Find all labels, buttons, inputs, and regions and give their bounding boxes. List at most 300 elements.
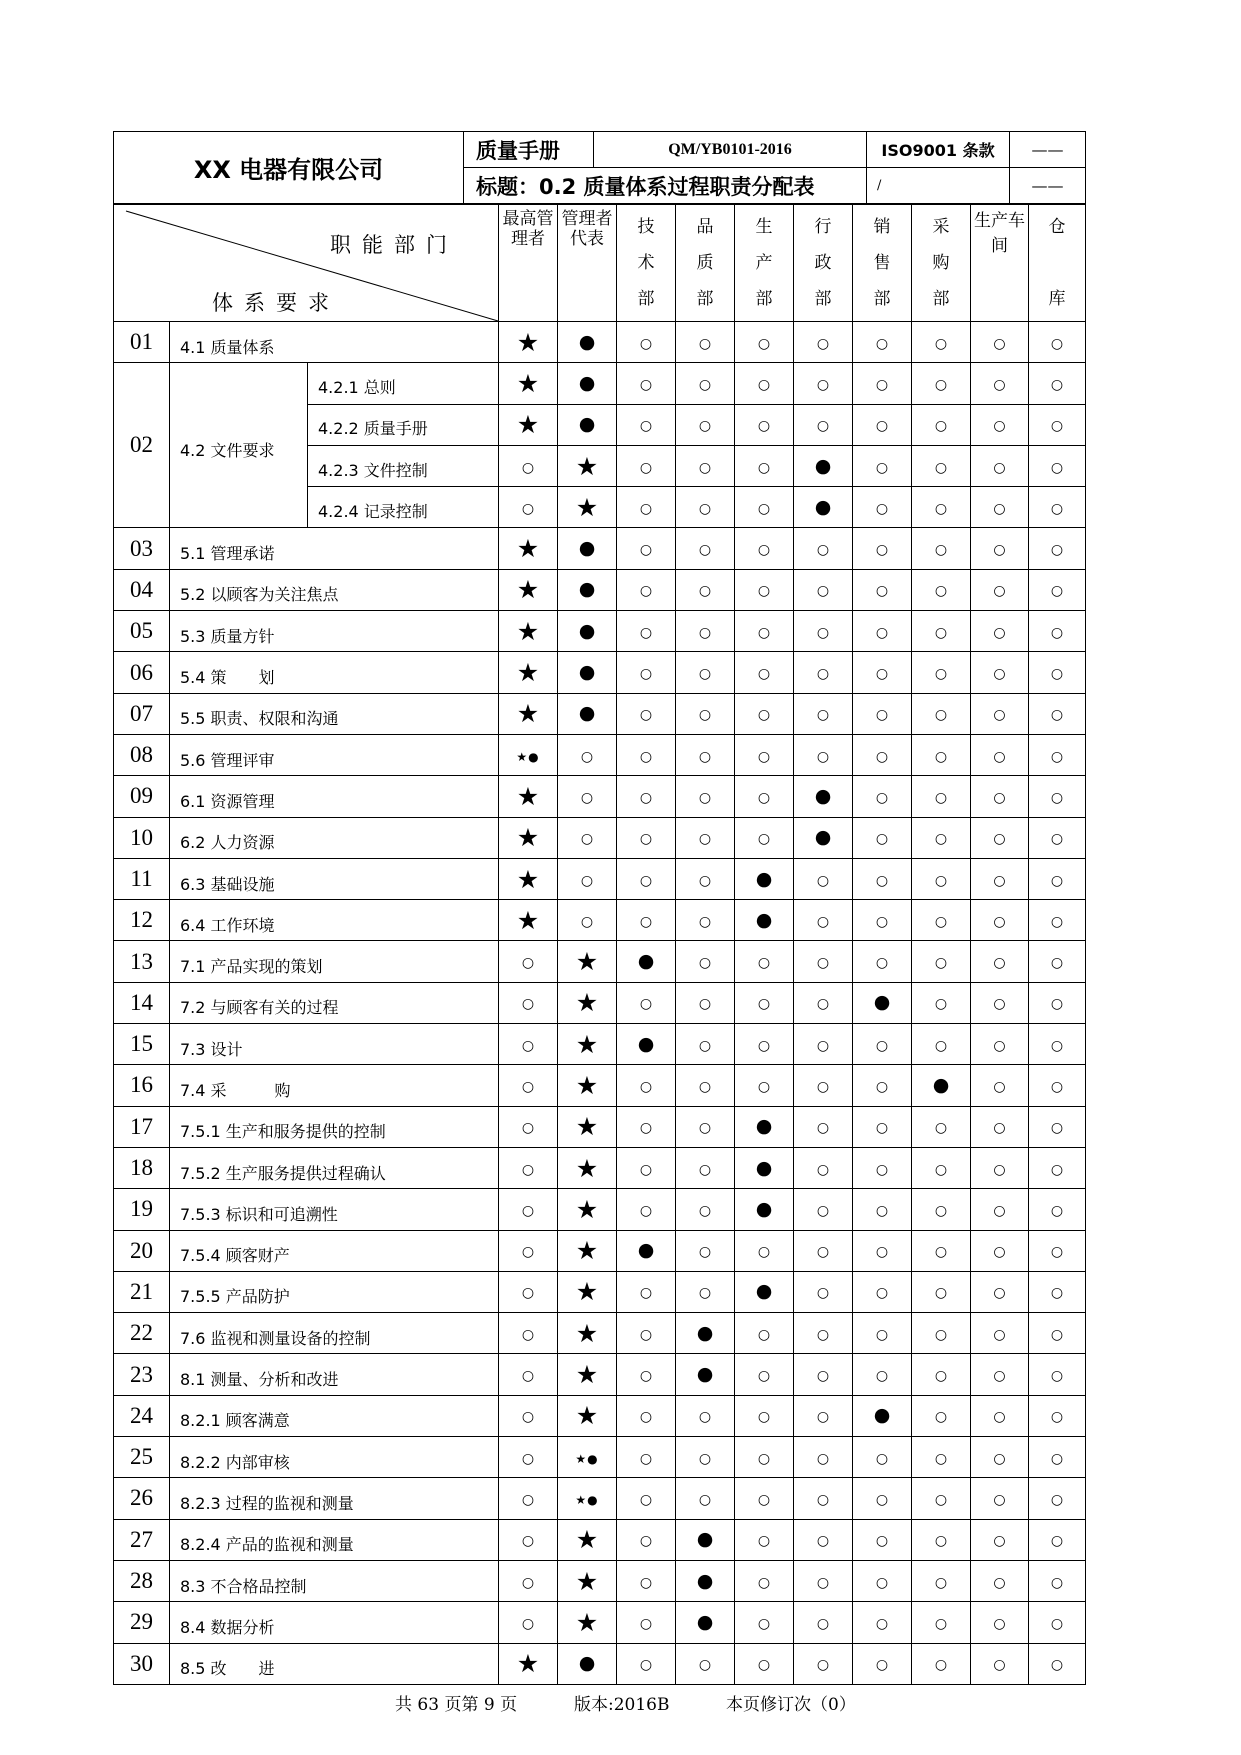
responsibility-cell (912, 858, 971, 899)
responsibility-cell (735, 1024, 794, 1065)
star-icon: ★ (575, 988, 599, 1018)
row-number: 13 (114, 941, 170, 982)
star-icon: ★ (575, 947, 599, 977)
department-char: 理 (511, 229, 529, 249)
responsibility-cell (499, 363, 558, 404)
circle-icon: ○ (757, 1368, 771, 1385)
responsibility-cell (617, 1643, 676, 1684)
requirement-label: 4.1 质量体系 (170, 322, 499, 363)
responsibility-cell (1029, 487, 1086, 528)
row-number: 19 (114, 1189, 170, 1230)
requirement-label: 8.2.3 过程的监视和测量 (170, 1478, 499, 1519)
iso-clause-value: —— (1010, 132, 1086, 168)
responsibility-cell (853, 1189, 912, 1230)
department-char: 仓 (1048, 217, 1066, 237)
circle-icon: ○ (639, 624, 653, 641)
responsibility-cell (971, 1643, 1029, 1684)
star-icon: ★ (516, 368, 540, 398)
responsibility-cell (912, 1313, 971, 1354)
circle-icon: ○ (1050, 1491, 1064, 1508)
responsibility-cell (971, 611, 1029, 652)
responsibility-cell (676, 1313, 735, 1354)
circle-icon: ○ (934, 1368, 948, 1385)
table-row (114, 693, 1086, 734)
responsibility-cell (971, 1354, 1029, 1395)
circle-icon: ○ (934, 376, 948, 393)
responsibility-cell (971, 487, 1029, 528)
circle-icon: ○ (1050, 1326, 1064, 1343)
responsibility-cell (912, 1519, 971, 1560)
circle-icon: ○ (698, 1244, 712, 1261)
circle-icon: ○ (875, 624, 889, 641)
department-header (558, 205, 617, 322)
row-number: 11 (114, 858, 170, 899)
table-row (114, 1147, 1086, 1188)
circle-icon: ○ (698, 996, 712, 1013)
requirement-label: 6.2 人力资源 (170, 817, 499, 858)
responsibility-cell (499, 487, 558, 528)
responsibility-cell (971, 693, 1029, 734)
responsibility-cell (499, 1189, 558, 1230)
filled-dot-icon: ● (637, 1239, 655, 1262)
responsibility-cell (794, 1478, 853, 1519)
table-row (114, 1024, 1086, 1065)
responsibility-cell (499, 1519, 558, 1560)
responsibility-cell (499, 445, 558, 486)
responsibility-cell (853, 363, 912, 404)
doc-title: 标题：0.2 质量体系过程职责分配表 (464, 168, 867, 204)
filled-dot-icon: ● (696, 1321, 714, 1344)
circle-icon: ○ (934, 1037, 948, 1054)
requirement-label: 8.2.4 产品的监视和测量 (170, 1519, 499, 1560)
responsibility-cell (853, 1106, 912, 1147)
star-dot-icon: ★● (575, 1451, 599, 1466)
circle-icon: ○ (698, 789, 712, 806)
table-row (114, 1519, 1086, 1560)
circle-icon: ○ (1050, 1202, 1064, 1219)
responsibility-cell (735, 1519, 794, 1560)
table-row (114, 363, 1086, 404)
circle-icon: ○ (934, 418, 948, 435)
responsibility-cell (676, 445, 735, 486)
department-char: 者 (595, 209, 613, 229)
circle-icon: ○ (816, 1450, 830, 1467)
circle-icon: ○ (993, 1037, 1006, 1054)
responsibility-cell (676, 1147, 735, 1188)
corner-diagonal-cell (114, 205, 499, 322)
department-char: 部 (755, 289, 773, 309)
circle-icon: ○ (757, 666, 771, 683)
responsibility-cell (735, 1602, 794, 1643)
star-icon: ★ (575, 1153, 599, 1183)
circle-icon: ○ (816, 1120, 830, 1137)
responsibility-cell (794, 1271, 853, 1312)
responsibility-cell (853, 528, 912, 569)
responsibility-cell (1029, 1354, 1086, 1395)
responsibility-cell (971, 569, 1029, 610)
table-row (114, 1189, 1086, 1230)
responsibility-cell (794, 1395, 853, 1436)
circle-icon: ○ (698, 1202, 712, 1219)
circle-icon: ○ (757, 624, 771, 641)
responsibility-cell (794, 1313, 853, 1354)
filled-dot-icon: ● (578, 578, 596, 601)
quality-manual-page (113, 131, 1085, 1685)
responsibility-cell (853, 611, 912, 652)
circle-icon: ○ (993, 1574, 1006, 1591)
responsibility-cell (735, 982, 794, 1023)
table-row (114, 1560, 1086, 1601)
responsibility-cell (676, 528, 735, 569)
circle-icon: ○ (934, 1202, 948, 1219)
table-row (114, 1602, 1086, 1643)
responsibility-cell (853, 1437, 912, 1478)
responsibility-cell (676, 1395, 735, 1436)
responsibility-cell (617, 1024, 676, 1065)
circle-icon: ○ (757, 500, 771, 517)
responsibility-cell (971, 817, 1029, 858)
responsibility-cell (617, 1271, 676, 1312)
responsibility-cell (912, 1106, 971, 1147)
responsibility-cell (558, 1643, 617, 1684)
responsibility-cell (558, 1147, 617, 1188)
responsibility-cell (853, 1395, 912, 1436)
circle-icon: ○ (698, 1409, 712, 1426)
responsibility-cell (676, 363, 735, 404)
responsibility-cell (558, 1065, 617, 1106)
circle-icon: ○ (757, 583, 771, 600)
department-char: 部 (814, 289, 832, 309)
requirement-axis-label: 体系要求 (212, 291, 340, 315)
circle-icon: ○ (521, 1450, 535, 1467)
responsibility-cell (853, 693, 912, 734)
responsibility-cell (1029, 322, 1086, 363)
department-header (912, 205, 971, 322)
row-number: 04 (114, 569, 170, 610)
department-char: 售 (873, 253, 891, 273)
circle-icon: ○ (993, 1533, 1006, 1550)
circle-icon: ○ (639, 459, 653, 476)
circle-icon: ○ (816, 1615, 830, 1632)
circle-icon: ○ (993, 1244, 1006, 1261)
responsibility-cell (794, 734, 853, 775)
responsibility-cell (676, 1065, 735, 1106)
filled-dot-icon: ● (696, 1528, 714, 1551)
circle-icon: ○ (934, 1409, 948, 1426)
department-header (735, 205, 794, 322)
responsibility-cell (794, 1602, 853, 1643)
responsibility-cell (853, 982, 912, 1023)
table-row (114, 1478, 1086, 1519)
department-char: 生 (974, 211, 992, 231)
responsibility-cell (1029, 569, 1086, 610)
responsibility-cell (794, 1437, 853, 1478)
star-icon: ★ (575, 1112, 599, 1142)
circle-icon: ○ (1050, 748, 1064, 765)
circle-icon: ○ (580, 748, 594, 765)
circle-icon: ○ (816, 1368, 830, 1385)
responsibility-cell (676, 569, 735, 610)
responsibility-cell (1029, 652, 1086, 693)
responsibility-cell (971, 1602, 1029, 1643)
responsibility-cell (1029, 900, 1086, 941)
filled-dot-icon: ● (814, 784, 832, 807)
responsibility-cell (617, 1519, 676, 1560)
circle-icon: ○ (875, 500, 889, 517)
circle-icon: ○ (757, 1409, 771, 1426)
circle-icon: ○ (521, 955, 535, 972)
department-char: 最 (502, 209, 520, 229)
circle-icon: ○ (639, 913, 653, 930)
responsibility-cell (912, 569, 971, 610)
row-number: 08 (114, 734, 170, 775)
circle-icon: ○ (698, 500, 712, 517)
responsibility-cell (912, 941, 971, 982)
circle-icon: ○ (875, 376, 889, 393)
responsibility-cell (499, 817, 558, 858)
circle-icon: ○ (580, 913, 594, 930)
circle-icon: ○ (934, 1491, 948, 1508)
responsibility-cell (1029, 1395, 1086, 1436)
department-char: 管 (536, 209, 554, 229)
responsibility-cell (853, 817, 912, 858)
responsibility-cell (617, 1437, 676, 1478)
responsibility-cell (971, 322, 1029, 363)
row-number: 02 (114, 363, 170, 528)
header-table (113, 131, 1086, 204)
responsibility-cell (499, 1230, 558, 1271)
responsibility-cell (617, 322, 676, 363)
circle-icon: ○ (816, 624, 830, 641)
requirement-label: 7.4 采 购 (170, 1065, 499, 1106)
responsibility-cell (676, 1437, 735, 1478)
responsibility-cell (1029, 982, 1086, 1023)
circle-icon: ○ (639, 831, 653, 848)
table-row (114, 858, 1086, 899)
responsibility-cell (735, 363, 794, 404)
circle-icon: ○ (993, 624, 1006, 641)
requirement-label: 7.3 设计 (170, 1024, 499, 1065)
responsibility-cell (617, 1230, 676, 1271)
circle-icon: ○ (639, 1533, 653, 1550)
responsibility-cell (499, 1065, 558, 1106)
responsibility-cell (794, 858, 853, 899)
star-icon: ★ (575, 1029, 599, 1059)
table-row (114, 322, 1086, 363)
circle-icon: ○ (934, 1657, 948, 1674)
circle-icon: ○ (698, 1078, 712, 1095)
department-header (499, 205, 558, 322)
responsibility-cell (499, 569, 558, 610)
responsibility-cell (558, 404, 617, 445)
responsibility-cell (617, 941, 676, 982)
row-number: 26 (114, 1478, 170, 1519)
circle-icon: ○ (993, 1409, 1006, 1426)
circle-icon: ○ (993, 996, 1006, 1013)
filled-dot-icon: ● (637, 1032, 655, 1055)
responsibility-cell (558, 1478, 617, 1519)
circle-icon: ○ (757, 376, 771, 393)
circle-icon: ○ (521, 1037, 535, 1054)
circle-icon: ○ (875, 872, 889, 889)
department-header (853, 205, 912, 322)
circle-icon: ○ (521, 1244, 535, 1261)
requirement-label: 6.4 工作环境 (170, 900, 499, 941)
responsibility-cell (971, 652, 1029, 693)
responsibility-cell (499, 1395, 558, 1436)
circle-icon: ○ (875, 1657, 889, 1674)
responsibility-cell (912, 611, 971, 652)
responsibility-cell (735, 1643, 794, 1684)
circle-icon: ○ (698, 872, 712, 889)
responsibility-cell (676, 1271, 735, 1312)
circle-icon: ○ (580, 831, 594, 848)
responsibility-cell (912, 1147, 971, 1188)
responsibility-cell (1029, 1065, 1086, 1106)
circle-icon: ○ (993, 872, 1006, 889)
circle-icon: ○ (639, 748, 653, 765)
requirement-label: 6.1 资源管理 (170, 776, 499, 817)
table-row (114, 1065, 1086, 1106)
circle-icon: ○ (1050, 1409, 1064, 1426)
circle-icon: ○ (875, 418, 889, 435)
responsibility-cell (617, 528, 676, 569)
filled-dot-icon: ● (696, 1610, 714, 1633)
circle-icon: ○ (521, 1409, 535, 1426)
circle-icon: ○ (1050, 789, 1064, 806)
circle-icon: ○ (993, 1450, 1006, 1467)
circle-icon: ○ (757, 1533, 771, 1550)
responsibility-cell (912, 363, 971, 404)
circle-icon: ○ (521, 459, 535, 476)
circle-icon: ○ (757, 955, 771, 972)
circle-icon: ○ (698, 707, 712, 724)
responsibility-cell (912, 734, 971, 775)
circle-icon: ○ (698, 583, 712, 600)
circle-icon: ○ (580, 872, 594, 889)
filled-dot-icon: ● (696, 1569, 714, 1592)
responsibility-cell (853, 1602, 912, 1643)
circle-icon: ○ (639, 707, 653, 724)
circle-icon: ○ (993, 1615, 1006, 1632)
responsibility-cell (912, 1478, 971, 1519)
circle-icon: ○ (757, 1657, 771, 1674)
responsibility-cell (676, 487, 735, 528)
responsibility-cell (617, 817, 676, 858)
responsibility-cell (617, 1602, 676, 1643)
circle-icon: ○ (639, 583, 653, 600)
row-number: 01 (114, 322, 170, 363)
filled-dot-icon: ● (578, 330, 596, 353)
circle-icon: ○ (934, 707, 948, 724)
department-char: 部 (932, 289, 950, 309)
circle-icon: ○ (521, 1326, 535, 1343)
responsibility-cell (971, 1065, 1029, 1106)
filled-dot-icon: ● (578, 702, 596, 725)
responsibility-cell (499, 1024, 558, 1065)
circle-icon: ○ (757, 1037, 771, 1054)
circle-icon: ○ (521, 1202, 535, 1219)
circle-icon: ○ (698, 418, 712, 435)
responsibility-cell (912, 487, 971, 528)
circle-icon: ○ (875, 459, 889, 476)
circle-icon: ○ (816, 1574, 830, 1591)
circle-icon: ○ (934, 459, 948, 476)
circle-icon: ○ (698, 335, 712, 352)
circle-icon: ○ (993, 789, 1006, 806)
department-char: 产 (755, 253, 773, 273)
circle-icon: ○ (816, 1078, 830, 1095)
circle-icon: ○ (816, 1285, 830, 1302)
circle-icon: ○ (1050, 955, 1064, 972)
responsibility-cell (676, 1189, 735, 1230)
star-icon: ★ (516, 1649, 540, 1679)
circle-icon: ○ (993, 1326, 1006, 1343)
row-number: 25 (114, 1437, 170, 1478)
responsibility-cell (1029, 1147, 1086, 1188)
responsibility-cell (1029, 858, 1086, 899)
responsibility-cell (794, 941, 853, 982)
star-icon: ★ (516, 658, 540, 688)
circle-icon: ○ (521, 1491, 535, 1508)
responsibility-cell (1029, 363, 1086, 404)
filled-dot-icon: ● (814, 826, 832, 849)
circle-icon: ○ (875, 1615, 889, 1632)
responsibility-cell (1029, 817, 1086, 858)
responsibility-cell (853, 1024, 912, 1065)
responsibility-cell (676, 1602, 735, 1643)
table-row (114, 1230, 1086, 1271)
circle-icon: ○ (934, 789, 948, 806)
responsibility-cell (676, 1519, 735, 1560)
responsibility-cell (558, 858, 617, 899)
circle-icon: ○ (1050, 500, 1064, 517)
responsibility-cell (853, 404, 912, 445)
responsibility-cell (676, 1024, 735, 1065)
responsibility-cell (676, 1643, 735, 1684)
responsibility-cell (912, 1395, 971, 1436)
circle-icon: ○ (875, 913, 889, 930)
circle-icon: ○ (816, 1533, 830, 1550)
department-char: 政 (814, 253, 832, 273)
circle-icon: ○ (1050, 1450, 1064, 1467)
circle-icon: ○ (639, 1657, 653, 1674)
responsibility-cell (1029, 1106, 1086, 1147)
requirement-label: 7.5.3 标识和可追溯性 (170, 1189, 499, 1230)
department-char: 质 (696, 253, 714, 273)
responsibility-cell (735, 941, 794, 982)
responsibility-cell (617, 1189, 676, 1230)
circle-icon: ○ (639, 1285, 653, 1302)
responsibility-cell (971, 404, 1029, 445)
responsibility-cell (558, 776, 617, 817)
circle-icon: ○ (580, 789, 594, 806)
responsibility-cell (794, 363, 853, 404)
department-char: 产 (991, 211, 1009, 231)
responsibility-cell (558, 1024, 617, 1065)
responsibility-cell (558, 900, 617, 941)
circle-icon: ○ (875, 1574, 889, 1591)
responsibility-cell (676, 1106, 735, 1147)
star-icon: ★ (575, 1236, 599, 1266)
requirement-label: 6.3 基础设施 (170, 858, 499, 899)
circle-icon: ○ (698, 459, 712, 476)
circle-icon: ○ (639, 789, 653, 806)
department-char: 间 (991, 236, 1009, 256)
responsibility-cell (971, 900, 1029, 941)
circle-icon: ○ (816, 542, 830, 559)
circle-icon: ○ (993, 748, 1006, 765)
